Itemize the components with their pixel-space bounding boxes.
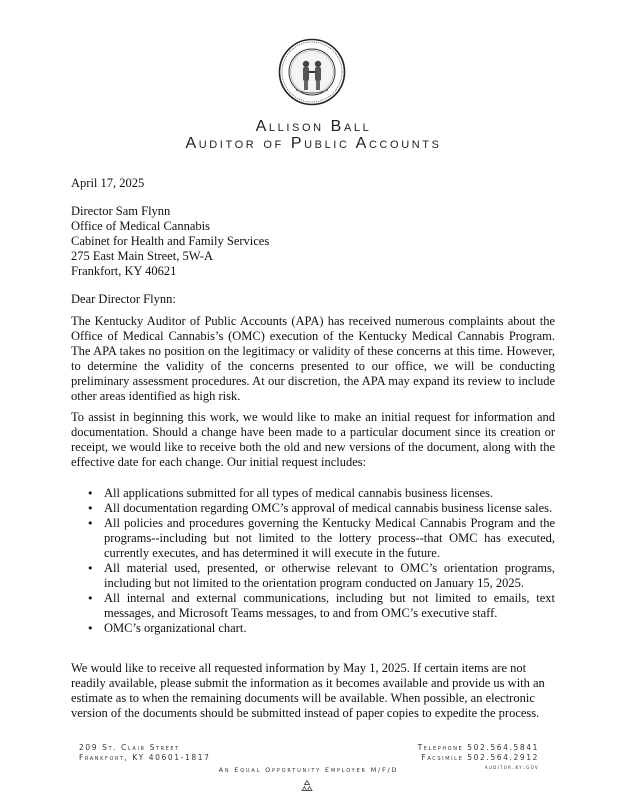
footer-address: [79, 743, 210, 763]
footer-facsimile: Facsimile 502.564.2912: [421, 753, 539, 762]
salutation: Dear Director Flynn:: [71, 292, 176, 306]
request-list-item: • All documentation regarding OMC’s approval of medical cannabis business license sales.: [87, 501, 555, 516]
equal-opportunity-statement: An Equal Opportunity Employer M/F/D: [218, 766, 399, 774]
footer-telephone: Telephone 502.564.5841: [417, 743, 539, 752]
request-list: [87, 486, 555, 636]
footer-website: auditor.ky.gov: [484, 764, 539, 771]
address-line: 275 East Main Street, 5W-A: [71, 249, 213, 263]
address-line: Office of Medical Cannabis: [71, 219, 210, 233]
auditor-title: Auditor of Public Accounts: [185, 135, 442, 152]
letter-date: April 17, 2025: [71, 176, 145, 190]
footer-street: 209 St. Clair Street: [79, 743, 180, 752]
address-line: Cabinet for Health and Family Services: [71, 234, 270, 248]
request-list-item: • OMC’s organizational chart.: [87, 621, 555, 636]
recycle-icon: [300, 779, 314, 793]
kentucky-state-seal-icon: [278, 38, 346, 106]
paragraph-intro: The Kentucky Auditor of Public Accounts (APA) has received numerous complaints about the Office of Medical Cannabis’s (OMC) execution of the Kentucky Medical Cannabis Program. The APA takes no position on the legitimacy or validity of these concerns at this time. However, to determine the validity of the concerns presented to our office, we will be conducting preliminary assessment procedures. At our discretion, the APA may expand its review to include other areas identified as high risk.: [71, 314, 555, 403]
auditor-name: Allison Ball: [255, 118, 372, 135]
request-list-item: • All internal and external communications, including but not limited to emails, text messages, and Microsoft Teams messages, to and from OMC’s executive staff.: [87, 591, 555, 621]
address-line: Frankfort, KY 40621: [71, 264, 177, 278]
paragraph-request: To assist in beginning this work, we would like to make an initial request for information and documentation. Should a change have been made to a particular document since its creation or receipt, we would like to receive both the old and new versions of the document, along with the effective date for each change. Our initial request includes:: [71, 410, 555, 469]
footer-city: Frankfort, KY 40601-1817: [79, 753, 211, 762]
address-line: Director Sam Flynn: [71, 204, 171, 218]
request-list-item: • All policies and procedures governing the Kentucky Medical Cannabis Program and the programs--including but not limited to the lottery process--that OMC has executed, currently executes, and has determined it will execute in the future.: [87, 516, 555, 561]
request-list-item: • All material used, presented, or otherwise relevant to OMC’s orientation programs, including but not limited to the orientation program conducted on January 15, 2025.: [87, 561, 555, 591]
request-list-item: • All applications submitted for all types of medical cannabis business licenses.: [87, 486, 555, 501]
paragraph-closing: We would like to receive all requested information by May 1, 2025. If certain items are not readily available, please submit the information as it becomes available and provide us with an estimate as to when the remaining documents will be available. When possible, an electronic version of the documents should be submitted instead of paper copies to expedite the process.: [71, 661, 545, 720]
recipient-address: [71, 204, 555, 279]
